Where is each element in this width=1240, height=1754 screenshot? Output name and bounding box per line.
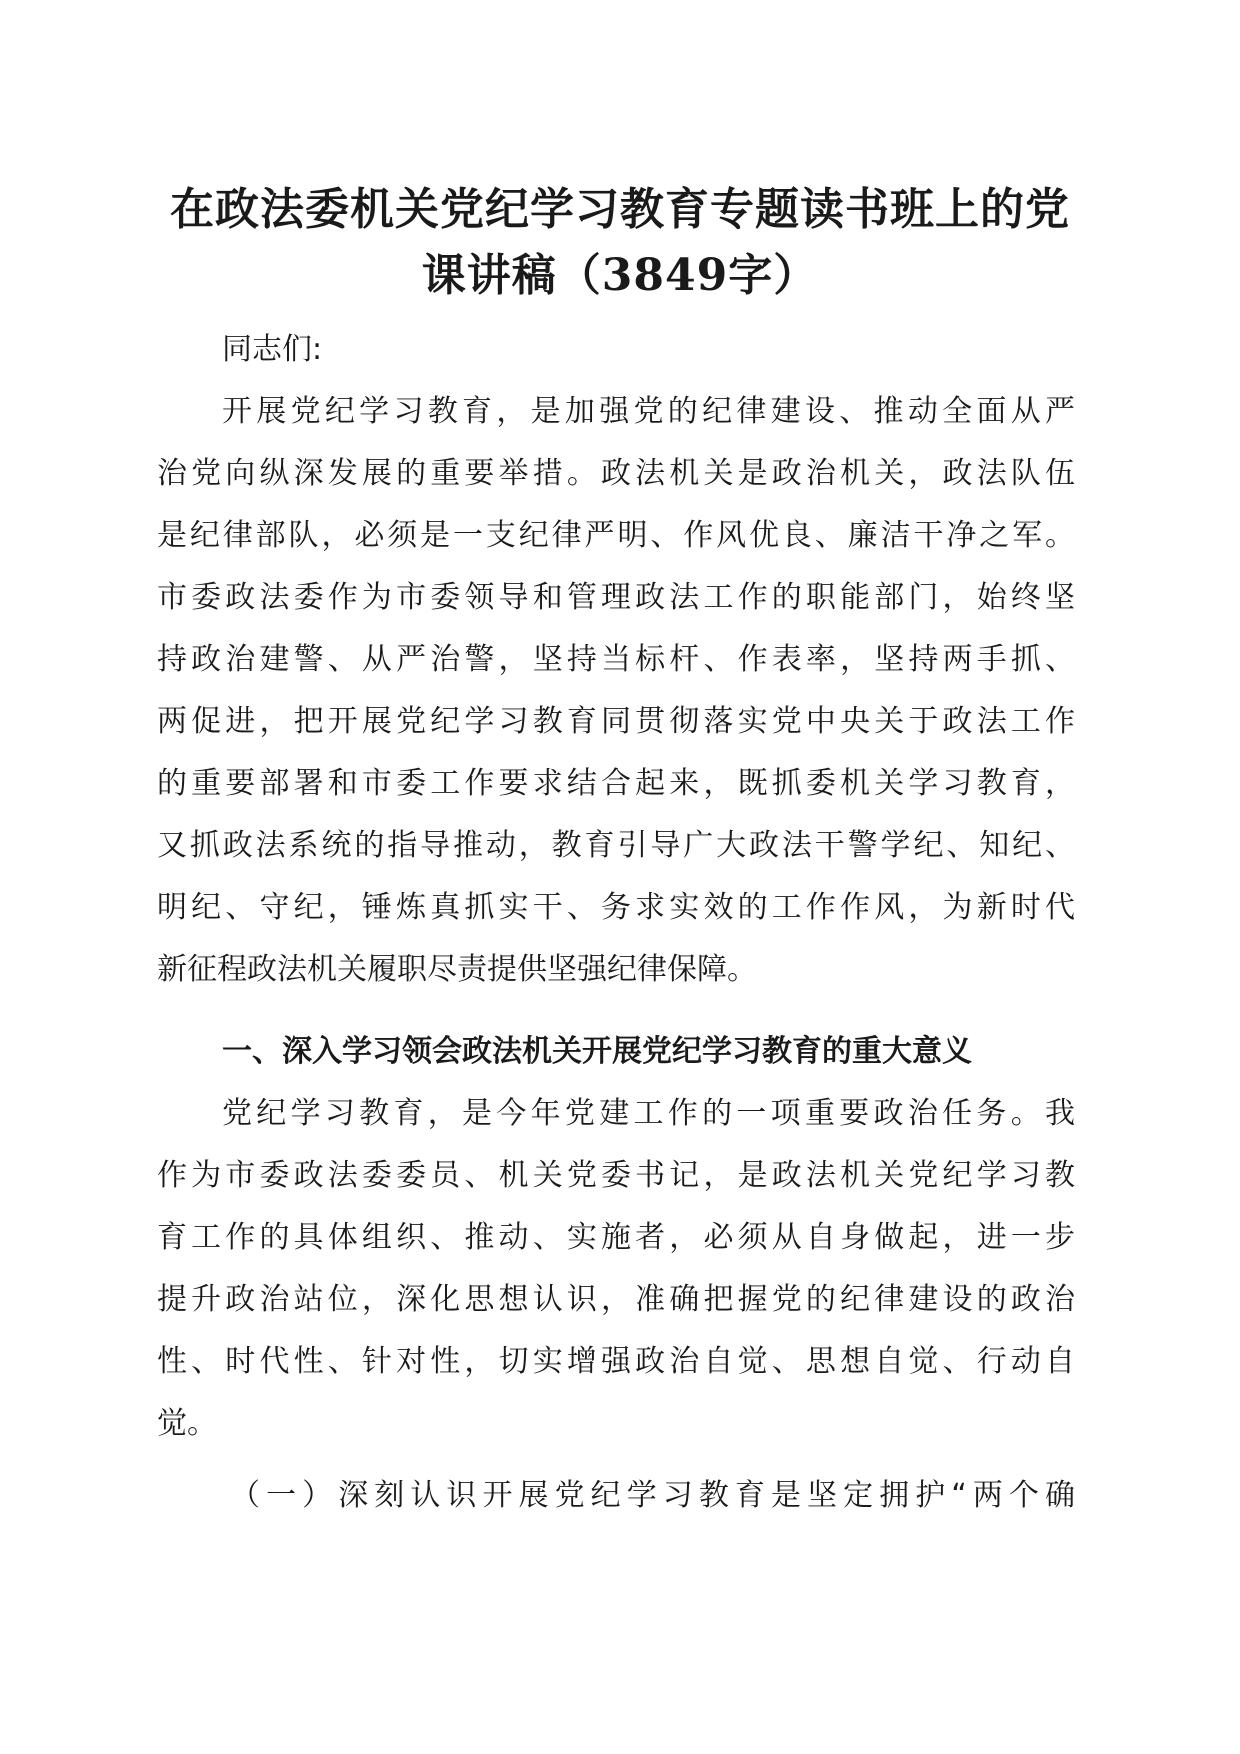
paragraph-line: 育工作的具体组织、推动、实施者，必须从自身做起，进一步 [157, 1220, 1075, 1255]
paragraph-line: 又抓政法系统的指导推动，教育引导广大政法干警学纪、知纪、 [157, 828, 1075, 863]
salutation: 同志们: [222, 332, 323, 367]
paragraph-line: 持政治建警、从严治警，坚持当标杆、作表率，坚持两手抓、 [157, 642, 1075, 677]
section-heading: 一、深入学习领会政法机关开展党纪学习教育的重大意义 [222, 1034, 972, 1069]
paragraph-line: 新征程政法机关履职尽责提供坚强纪律保障。 [157, 952, 757, 987]
paragraph-line: 的重要部署和市委工作要求结合起来，既抓委机关学习教育， [157, 766, 1075, 801]
document-title-line-1: 在政法委机关党纪学习教育专题读书班上的党 [170, 184, 1070, 235]
paragraph-line: 是纪律部队，必须是一支纪律严明、作风优良、廉洁干净之军。 [157, 518, 1075, 553]
paragraph-line: 两促进，把开展党纪学习教育同贯彻落实党中央关于政法工作 [157, 704, 1075, 739]
subsection-heading: （一）深刻认识开展党纪学习教育是坚定拥护“两个确 [230, 1478, 1075, 1513]
document-title-line-2: 课讲稿（3849字） [421, 250, 819, 301]
paragraph-line: 开展党纪学习教育，是加强党的纪律建设、推动全面从严 [222, 394, 1075, 429]
paragraph-line: 党纪学习教育，是今年党建工作的一项重要政治任务。我 [222, 1096, 1075, 1131]
paragraph-line: 觉。 [157, 1406, 217, 1441]
paragraph-line: 提升政治站位，深化思想认识，准确把握党的纪律建设的政治 [157, 1282, 1075, 1317]
paragraph-line: 治党向纵深发展的重要举措。政法机关是政治机关，政法队伍 [157, 456, 1075, 491]
paragraph-line: 明纪、守纪，锤炼真抓实干、务求实效的工作作风，为新时代 [157, 890, 1075, 925]
paragraph-line: 市委政法委作为市委领导和管理政法工作的职能部门，始终坚 [157, 580, 1075, 615]
paragraph-line: 性、时代性、针对性，切实增强政治自觉、思想自觉、行动自 [157, 1344, 1075, 1379]
paragraph-line: 作为市委政法委委员、机关党委书记，是政法机关党纪学习教 [157, 1158, 1075, 1193]
